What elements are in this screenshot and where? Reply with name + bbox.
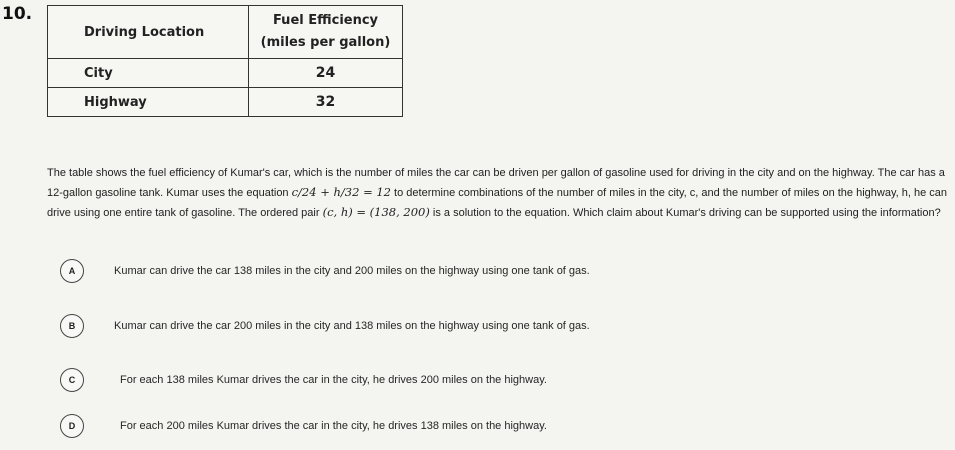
stem-text-3: is a solution to the equation. Which claim about Kumar's driving can be supported using the information? <box>429 207 941 219</box>
table-row <box>48 88 403 117</box>
stem-equation: c/24 + h/32 = 12 <box>291 185 391 199</box>
choice-d-text: For each 200 miles Kumar drives the car in the city, he drives 138 miles on the highway. <box>120 420 547 432</box>
header-fuel-efficiency <box>249 6 403 59</box>
fuel-efficiency-table <box>47 5 403 117</box>
stem-text-2: to determine combinations of the number of miles in the city, c, and the number of miles on the highway, h, he can drive using one entire tank of gasoline. The ordered pair <box>47 187 947 219</box>
choice-b-letter[interactable]: B <box>60 314 84 338</box>
choice-c-text: For each 138 miles Kumar drives the car in the city, he drives 200 miles on the highway. <box>120 374 547 386</box>
header-fuel-efficiency-unit: (miles per gallon) <box>260 35 391 50</box>
mpg-cell: 32 <box>249 88 403 117</box>
stem-ordered-pair: (c, h) = (138, 200) <box>322 205 430 219</box>
header-driving-location: Driving Location <box>48 6 249 59</box>
choice-d[interactable] <box>60 413 940 439</box>
choice-c[interactable] <box>60 367 940 393</box>
location-cell: Highway <box>48 88 249 117</box>
choice-b[interactable] <box>60 313 940 339</box>
header-fuel-efficiency-title: Fuel Efficiency <box>272 13 379 28</box>
table-row <box>48 59 403 88</box>
question-number: 10. <box>2 4 33 24</box>
location-cell: City <box>48 59 249 88</box>
mpg-cell: 24 <box>249 59 403 88</box>
choice-d-letter[interactable]: D <box>60 414 84 438</box>
choice-a-letter[interactable]: A <box>60 259 84 283</box>
choice-a[interactable] <box>60 258 940 284</box>
table-header-row <box>48 6 403 59</box>
choice-a-text: Kumar can drive the car 138 miles in the city and 200 miles on the highway using one tank of gas. <box>114 265 590 277</box>
choice-c-letter[interactable]: C <box>60 368 84 392</box>
choice-b-text: Kumar can drive the car 200 miles in the city and 138 miles on the highway using one tank of gas. <box>114 320 590 332</box>
stem-text-1: The table shows the fuel efficiency of Kumar's car, which is the number of miles the car can be driven per gallon of gasoline used for driving in the city and on the highway. The car has a 12-gallon gasoline tank. Kumar uses the equation <box>47 167 945 199</box>
question-stem <box>47 164 947 223</box>
